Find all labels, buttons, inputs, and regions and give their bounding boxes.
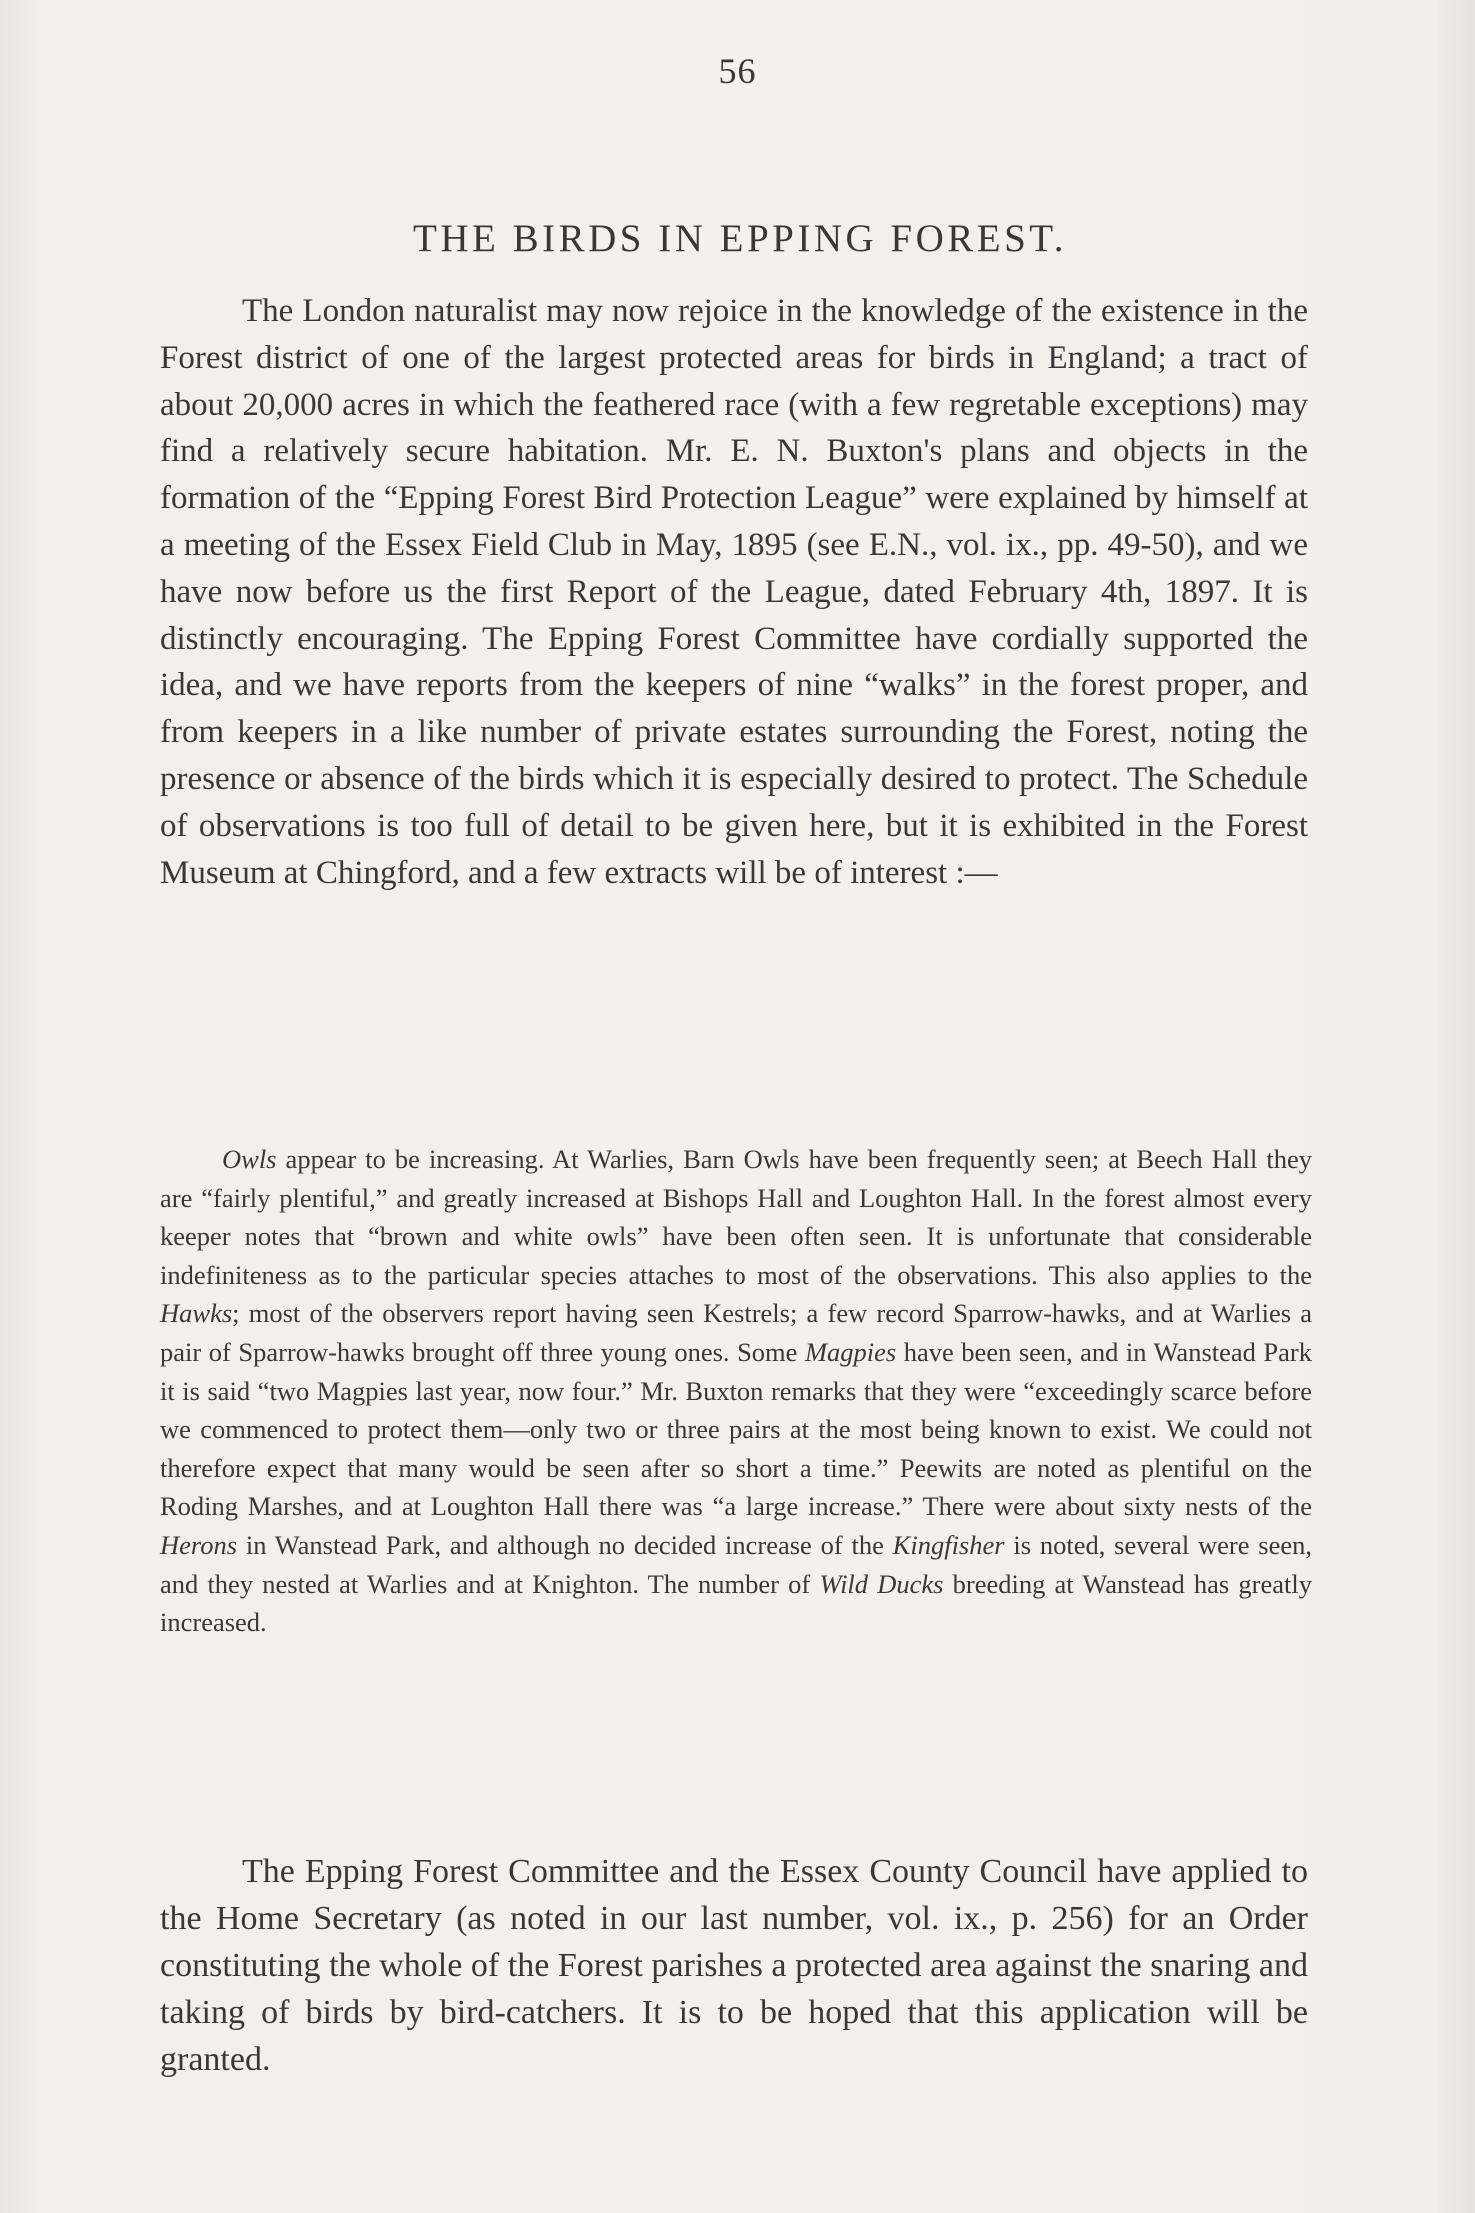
- closing-body: [160, 1848, 1308, 2083]
- article-title: THE BIRDS IN EPPING FOREST.: [413, 217, 1067, 260]
- herons-term: Herons: [160, 1529, 238, 1560]
- extract-text-2: ; most of the observers report having seen Kestrels; a few record Sparrow-hawks, and at Warlies a pair of Sparrow-hawks brought off three young ones. Some: [160, 1298, 1312, 1367]
- extract-text-6: breeding at Wanstead has greatly increased.: [160, 1568, 1312, 1638]
- wild-ducks-term: Wild Ducks: [819, 1568, 944, 1599]
- magpies-term: Magpies: [804, 1336, 897, 1367]
- owls-term: Owls: [222, 1144, 277, 1174]
- extract-text-4: in Wanstead Park, and although no decided increase of the: [237, 1529, 893, 1560]
- extract-block: [160, 1140, 1312, 1642]
- extract-paragraph: [160, 1140, 1312, 1642]
- main-paragraph: The London naturalist may now rejoice in the knowledge of the existence in the Forest district of one of the largest protected areas for birds in England; a tract of about 20,000 acres in which the feathered race (with a few regretable exceptions) may find a relatively secure habitation. Mr. E. N. Buxton's plans and objects in the formation of the “Epping Forest Bird Protection League” were explained by himself at a meeting of the Essex Field Club in May, 1895 (see E.N., vol. ix., pp. 49-50), and we have now before us the first Report of the League, dated February 4th, 1897. It is distinctly encouraging. The Epping Forest Committee have cordially supported the idea, and we have reports from the keepers of nine “walks” in the forest proper, and from keepers in a like number of private estates surrounding the Forest, noting the presence or absence of the birds which it is especially desired to protect. The Schedule of observations is too full of detail to be given here, but it is exhibited in the Forest Museum at Chingford, and a few extracts will be of interest :—: [160, 293, 1308, 891]
- page-number: 56: [718, 51, 757, 91]
- extract-text-1: appear to be increasing. At Warlies, Barn Owls have been frequently seen; at Beech Hall they are “fairly plentiful,” and greatly increased at Bishops Hall and Loughton Hall. In the forest almost every keeper notes that “brown and white owls” have been often seen. It is unfortunate that considerable indefiniteness as to the particular species attaches to most of the observations. This also applies to the: [160, 1144, 1312, 1290]
- hawks-term: Hawks: [160, 1298, 233, 1329]
- extract-text-3: have been seen, and in Wanstead Park it is said “two Magpies last year, now four.” Mr. Buxton remarks that they were “exceedingly scarce before we commenced to protect them—only two or three pairs at the most being known to exist. We could not therefore expect that many would be seen after so short a time.” Peewits are noted as plentiful on the Roding Marshes, and at Loughton Hall there was “a large increase.” There were about sixty nests of the: [160, 1336, 1312, 1522]
- closing-paragraph: The Epping Forest Committee and the Essex County Council have applied to the Home Secretary (as noted in our last number, vol. ix., p. 256) for an Order constituting the whole of the Forest parishes a protected area against the snaring and taking of birds by bird-catchers. It is to be hoped that this application will be granted.: [160, 1853, 1308, 2078]
- extract-text-5: is noted, several were seen, and they nested at Warlies and at Knighton. The number of: [160, 1529, 1312, 1599]
- main-body: [160, 288, 1308, 896]
- kingfisher-term: Kingfisher: [892, 1529, 1005, 1560]
